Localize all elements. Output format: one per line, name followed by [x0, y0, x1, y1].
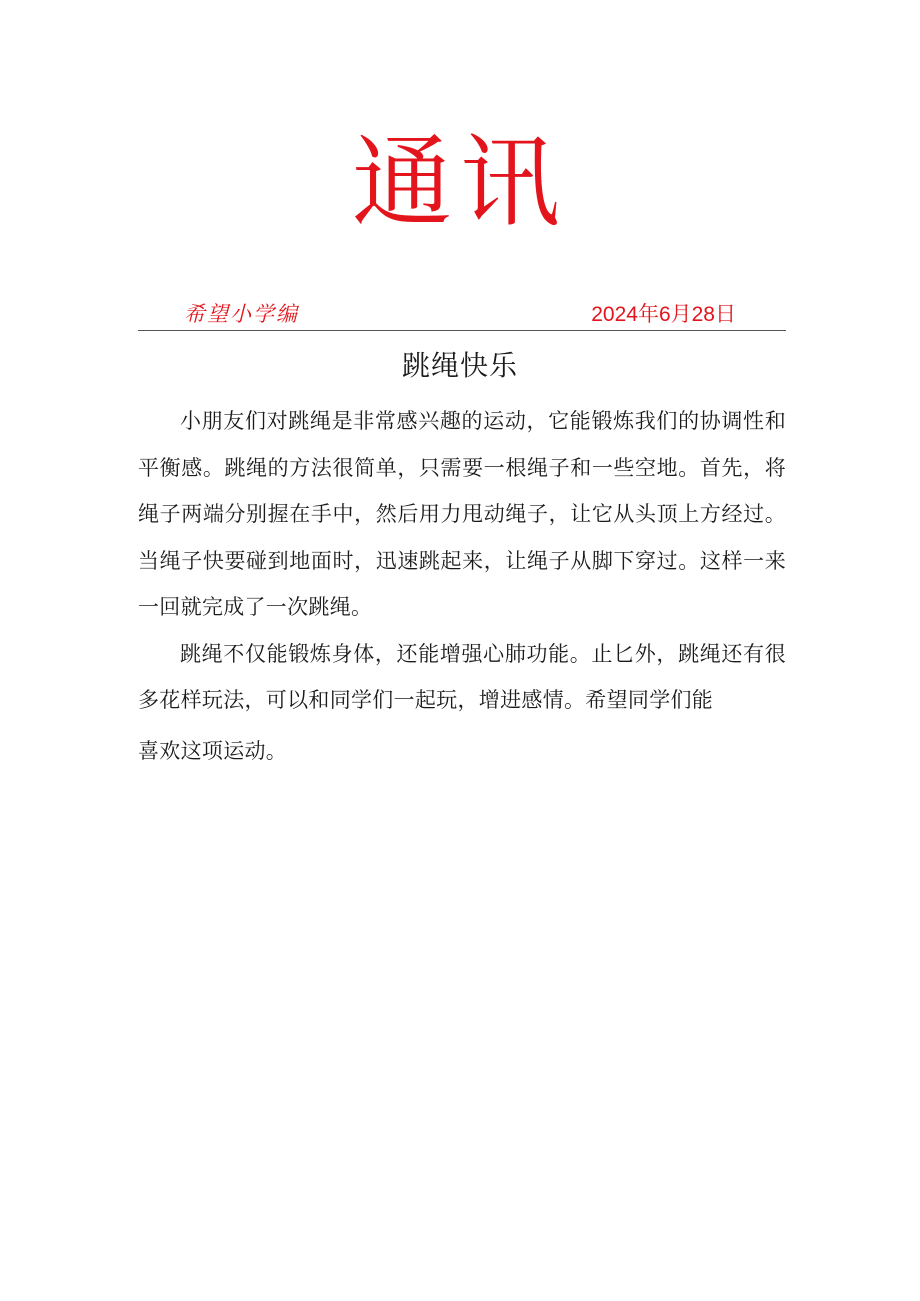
header-meta-row — [138, 296, 786, 330]
article-body — [138, 398, 786, 774]
header-divider — [138, 330, 786, 331]
masthead-title: 通讯 — [352, 124, 568, 241]
publisher-label: 希望小学编 — [184, 302, 299, 326]
article-title: 跳绳快乐 — [401, 349, 518, 382]
article-paragraph-1: 小朋友们对跳绳是非常感兴趣的运动，它能锻炼我们的协调性和平衡感。跳绳的方法很简单，只需要一根绳子和一些空地。首先，将绳子两端分别握在手中，然后用力甩动绳子，让它从头顶上方经过。当绳子快要碰到地面时，迅速跳起来，让绳子从脚下穿过。这样一来一回就完成了一次跳绳。 — [138, 409, 786, 619]
article-paragraph-2: 跳绳不仅能锻炼身体，还能增强心肺功能。止匕外，跳绳还有很多花样玩法，可以和同学们一起玩，增进感情。希望同学们能 — [138, 641, 786, 712]
issue-date: 2024年6月28日 — [591, 303, 736, 326]
article-closing-line: 喜欢这项运动。 — [138, 738, 288, 763]
